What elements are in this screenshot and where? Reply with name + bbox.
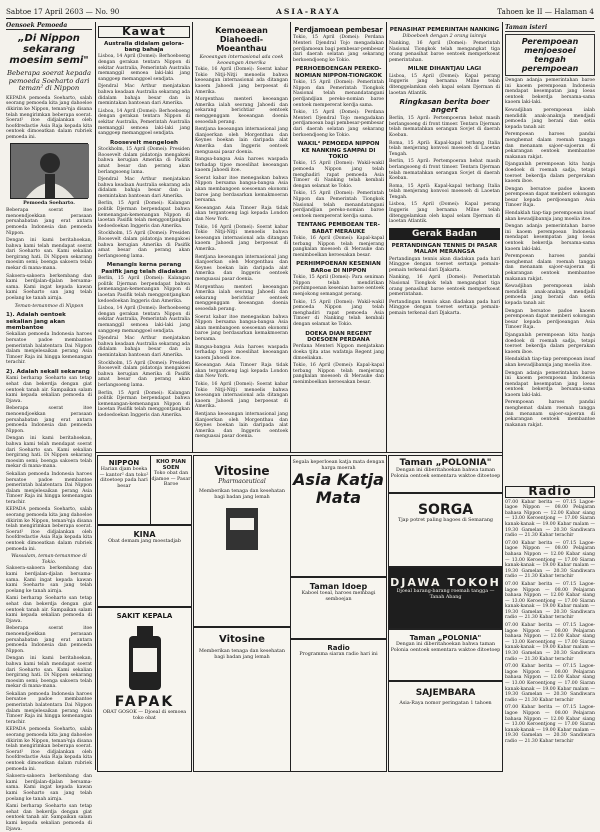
column-rule bbox=[386, 22, 387, 452]
body-text: Sakoera-sakoera berkembang dan kami berdjalan-djalan bersama-sama. Kami ingat kepada kawan kami Soeharto san jang telah poelang ke tanah airnja. bbox=[6, 273, 92, 302]
body-text: Dengan adanja pemerintahan baroe ini kaoem perempoean Indonesia mendapat kesempatan jang loeas oentoek bekerdja bersama-sama kaoem laki-laki. bbox=[505, 370, 595, 398]
ad-taman-polonia-2 bbox=[388, 629, 503, 681]
body-text: Perempoean haroes pandai menghemat dalam roemah tangga dan menanam sajoer-sajoeran di pekarangan oentoek membantoe makanan rakjat. bbox=[505, 400, 595, 428]
body-text: Tokio, 16 April (Domei): Soerat kabar Tokio Nitji-Nitji menoelis bahwa keoeangan internasional ada ditangan kaoem Jahoedi jang berpoesat di Amerika. bbox=[195, 224, 288, 252]
body-text: Kami berharap Soeharto san tetap sehat dan bekerdja dengan giat oentoek tanah air. Sampaikan salam kami kepada sekalian pemoeda di Djawa. bbox=[6, 804, 92, 832]
ad-brand: FAPAK bbox=[114, 694, 175, 710]
ad-kina bbox=[97, 525, 192, 607]
body-text: Tokio, 15 April (Domei): Perdana Menteri Djendral Tojo mengadakan perdjamoean bagi pembesar-pembesar dari daerah selatan jang sekarang berkoendjoeng ke Tokio. bbox=[293, 110, 384, 138]
body-text: Djendral Mac Arthur menjatakan bahwa keadaan Australia sekarang ada didalam bahaja besar dan ia memintakan bantoean dari Amerika. bbox=[98, 177, 190, 199]
body-text: Tokio, 16 April (Domei): Kapal-kapal terbang Nippon telah menjerang pangkalan moesoeh di Merauke dan menimboelkan keroesakan besar. bbox=[293, 236, 384, 258]
body-text: Dengan bersatoe padoe kaoem perempoean dapat memberi sokongan besar kepada perdjoeangan Asia Timoer Raja. bbox=[505, 308, 595, 331]
ad-title: KHO PIAN SOEN bbox=[156, 459, 186, 471]
body-text: Stockholm, 15 April (Domei): Presiden Roosevelt dalam pidatonja mengakoei bahwa kerugian Amerika di Pasifik amat besar dan perang akan berlangsoeng lama. bbox=[98, 231, 190, 259]
subhead: PERHOEBOENGAN PEREKO-NOMIAN NIPPON-TIONGKOK bbox=[294, 66, 383, 79]
ad-djawa bbox=[388, 567, 503, 629]
body-text: Tokio, 15 April (Domei): Pemerintah Nippon dan Pemerintah Tiongkok Nasional telah menandatangani perdjandjian pereko-nomian baroe oentoek mempererat kerdja sama. bbox=[293, 191, 384, 219]
body-text: Dengan adanja pemerintahan baroe ini kaoem perempoean Indonesia mendapat kesempatan jang loeas oentoek bekerdja bersama-sama kaoem laki-laki. bbox=[505, 78, 595, 106]
article-pemoeda bbox=[6, 22, 92, 832]
body-text: Sekalian pemoeda Indonesia haroes bersatoe padoe membantoe pemerintah balatentara Dai Nippon dalam menjelesaikan perang Asia Timoer Raja ini hingga kemenangan terachir. bbox=[6, 471, 92, 505]
body-text: Dengan adanja pemerintahan baroe ini kaoem perempoean Indonesia mendapat kesempatan jang loeas oentoek bekerdja bersama-sama kaoem laki-laki. bbox=[505, 224, 595, 252]
column-rule bbox=[95, 22, 96, 770]
portrait-photo bbox=[10, 143, 88, 199]
ad-text: Kaboel toeal, haroes membagi semboejan bbox=[301, 591, 376, 602]
ad-text: Djoeal barang-barang roemah tangga — Tanah Abang bbox=[396, 589, 495, 600]
body-text: Tokio, 16 April (Domei): Soerat kabar Tokio Nitji-Nitji menoelis bahwa keoeangan internasional ada ditangan kaoem Jahoedi jang berpoesat di Amerika. bbox=[195, 382, 288, 410]
ad-title: Vitosine bbox=[219, 634, 265, 645]
ad-kho bbox=[150, 455, 192, 525]
subhead: Roosevelt mengeloeh bbox=[109, 139, 179, 146]
body-text: Djendral Mac Arthur menjatakan bahwa keadaan Australia sekarang ada didalam bahaja besar dan ia memintakan bantoean dari Amerika. bbox=[98, 336, 190, 358]
ad-text: Tjap potret paling bagoes di Semarang bbox=[398, 518, 493, 523]
ad-nippon bbox=[97, 455, 151, 525]
headline: „Di Nippon sekarang moesim semi" bbox=[9, 33, 89, 66]
subhead: Menangis kerna perang Pasifik jang telah diadakan bbox=[101, 262, 187, 275]
body-text: KEPADA pemoeda Soeharto, salah seorang pemoeda kita jang dahoeloe dikirim ke Nippon, teman²nja disana telah mengirimkan beberapa soerat. Soerat² itoe didjalankan oleh hoofdredactie Asia Raja kepada kita oentoek dimoeatkan dalam rubriek pemoeda ini. bbox=[6, 95, 92, 140]
body-text: Kami berharap Soeharto san tetap sehat dan bekerdja dengan giat oentoek tanah air. Sampaikan salam kami kepada sekalian pemoeda di Djawa. bbox=[6, 376, 92, 404]
ad-taman-idoep bbox=[290, 577, 387, 639]
body-text: Keoeangan Asia Timoer Raja tidak akan tergantoeng lagi kepada London dan New York. bbox=[195, 363, 288, 380]
issue-page: Tahoen ke II — Halaman 4 bbox=[497, 6, 594, 16]
body-text: Beberapa soerat itoe menoendjoekkan perasaan persahabatan jang erat antara pemoeda Indonesia dan pemoeda Nippon. bbox=[6, 406, 92, 434]
body-text: Morgenthau menteri keoeangan Amerika ialah seorang Jahoedi dan sekarang berichtiar oentoek menggenggam keoeangan doenia sesoedah perang. bbox=[195, 97, 288, 125]
column-rule bbox=[192, 22, 193, 452]
radio-list: 07.00 Kabar berita — 07.15 Lagoe-lagoe Nippon — 08.00 Pelajaran bahasa Nippon — 12.00 Kabar siang — 13.00 Keroentjong — 17.00 Siaran kanak-kanak — 19.00 Kabar malam — 19.30 Gamelan — 20.30 Sandiwara radio — 21.30 Kabar terachir bbox=[505, 499, 595, 539]
radio-list: 07.00 Kabar berita — 07.15 Lagoe-lagoe Nippon — 08.00 Pelajaran bahasa Nippon — 12.00 Kabar siang — 13.00 Keroentjong — 17.00 Siaran kanak-kanak — 19.00 Kabar malam — 19.30 Gamelan — 20.30 Sandiwara radio — 21.30 Kabar terachir bbox=[505, 623, 595, 662]
ad-title: Vitosine bbox=[214, 464, 270, 478]
signature: Teman-temanmoe di Nippon bbox=[14, 303, 84, 309]
subhead: Ringkasan berita boer angert bbox=[399, 97, 490, 115]
ad-text: Segala keperloean katja mata dengan harga moerah bbox=[292, 460, 385, 471]
body-text: Dengan bersatoe padoe kaoem perempoean dapat memberi sokongan besar kepada perdjoeangan Asia Timoer Raja. bbox=[505, 186, 595, 209]
subhead: Perdjamoean pembesar bbox=[294, 26, 383, 34]
ad-sajembara bbox=[388, 681, 503, 772]
ad-title: Taman „POLONIA" bbox=[409, 634, 482, 642]
body-text: Roma, 15 April: Kapal-kapal terbang Italia telah menjerang konvooi moesoeh di Laoetan Tengah. bbox=[389, 183, 500, 200]
article-taman-isteri bbox=[505, 24, 595, 480]
subhead: PERTANDINGAN TENNIS DI PASAR MALAM MERANGSA bbox=[391, 242, 498, 256]
subhead: Australia didalam gelora-bang bahaja bbox=[104, 40, 184, 53]
closing: Wassalam, teman-temanmoe di Tokio. bbox=[11, 554, 87, 565]
radio-list: 07.00 Kabar berita — 07.15 Lagoe-lagoe Nippon — 08.00 Pelajaran bahasa Nippon — 12.00 Kabar siang — 13.00 Keroentjong — 17.00 Siaran kanak-kanak — 19.00 Kabar malam — 19.30 Gamelan — 20.30 Sandiwara radio — 21.30 Kabar terachir bbox=[505, 581, 595, 621]
ad-text: OBAT GOSOK — Djoeal di semoea toko obat bbox=[102, 710, 187, 721]
body-text: Lisboa, 15 April (Domei): Kapal perang Inggeris jang bernama Milne telah ditenggelamkan oleh kapal selam Djerman di laoetan Atlantik. bbox=[389, 202, 500, 225]
body-text: Tokio, 16 April (Domei): Soerat kabar Tokio Nitji-Nitji menoelis bahwa keoeangan internasional ada ditangan kaoem Jahoedi jang berpoesat di Amerika. bbox=[195, 67, 288, 95]
body-text: KEPADA pemoeda Soeharto, salah seorang pemoeda kita jang dahoeloe dikirim ke Nippon, teman²nja disana telah mengirimkan beberapa soerat. Soerat² itoe didjalankan oleh hoofdredactie Asia Raja kepada kita oentoek dimoeatkan dalam rubriek pemoeda ini. bbox=[6, 727, 92, 772]
body-text: Perempoean haroes pandai menghemat dalam roemah tangga dan menanam sajoer-sajoeran di pekarangan oentoek membantoe makanan rakjat. bbox=[505, 254, 595, 282]
radio-list: 07.00 Kabar berita — 07.15 Lagoe-lagoe Nippon — 08.00 Pelajaran bahasa Nippon — 12.00 Kabar siang — 13.00 Keroentjong — 17.00 Siaran kanak-kanak — 19.00 Kabar malam — 19.30 Gamelan — 20.30 Sandiwara radio — 21.30 Kabar terachir bbox=[505, 664, 595, 703]
body-text: Sekalian pemoeda Indonesia haroes bersatoe padoe membantoe pemerintah balatentara Dai Nippon dalam menjelesaikan perang Asia Timoer Raja ini hingga kemenangan terachir. bbox=[6, 332, 92, 366]
section-kicker: Taman isteri bbox=[505, 24, 595, 32]
body-text: Nanking, 16 April (Domei): Pemerintah Nasional Tiongkok telah mengangkat tiga orang penasihat baroe oentoek memperkoeat pemerintahan. bbox=[389, 275, 500, 298]
body-text: Kewadjiban perempoean ialah mendidik anak-anaknja mendjadi pemoeda jang berani dan setia kepada tanah air. bbox=[505, 107, 595, 130]
ad-title: Taman „POLONIA" bbox=[399, 458, 492, 468]
body-text: Rentjana keoeangan internasional jang dianjoerkan oleh Morgenthau dan Keynes boekan lain daripada alat Amerika dan Inggeris oentoek menguasai pasar doenia. bbox=[195, 254, 288, 282]
body-text: Stockholm, 15 April (Domei): Presiden Roosevelt dalam pidatonja mengakoei bahwa kerugian Amerika di Pasifik amat besar dan perang akan berlangsoeng lama. bbox=[98, 360, 190, 388]
body-text: Soerat kabar itoe menegaskan bahwa Nippon bersama bangsa-bangsa Asia akan membangoen soesoenan ekonomi baroe jang berdasarkan kemakmoeran bersama. bbox=[195, 314, 288, 342]
ad-sorga bbox=[388, 493, 503, 567]
article-news-briefs bbox=[293, 24, 384, 450]
body-text: Sekalian pemoeda Indonesia haroes bersatoe padoe membantoe pemerintah balatentara Dai Nippon dalam menjelesaikan perang Asia Timoer Raja ini hingga kemenangan terachir. bbox=[6, 691, 92, 725]
subhead: TENTANG PEMBOEAN TER-BABAT MERAUKE bbox=[297, 222, 380, 235]
body-text: Hendaklah tiap-tiap perempoean insaf akan kewadjibannja jang moelia itoe. bbox=[505, 211, 595, 222]
ad-vitosine bbox=[193, 455, 291, 627]
ad-fapak bbox=[97, 607, 192, 772]
body-text: Djanganlah perempoean kita hanja doedoek di roemah sadja, tetapi toeroet bekerdja dalam pergerakan kaoem iboe. bbox=[505, 332, 595, 355]
body-text: Djendral Mac Arthur menjatakan bahwa keadaan Australia sekarang ada didalam bahaja besar dan ia memintakan bantoean dari Amerika. bbox=[98, 84, 190, 107]
section-rule bbox=[96, 452, 502, 453]
bottle-icon bbox=[115, 622, 175, 692]
article-jahoedi bbox=[195, 24, 288, 450]
subhead: PERHIMPOENAN KESENIAN BARoe DI NIPPON bbox=[296, 261, 381, 274]
gerak-badan-banner: Gerak Badan bbox=[389, 228, 500, 240]
body-text: Kewadjiban perempoean ialah mendidik anak-anaknja mendjadi pemoeda jang berani dan setia kepada tanah air. bbox=[505, 284, 595, 306]
headline: Kemoeaean Diahoedi-Moeanthau bbox=[215, 26, 268, 53]
article-column5 bbox=[389, 24, 500, 450]
ad-text: Memberikan tenaga dan kesehatan bagi badan jang lemah bbox=[198, 489, 285, 500]
section-kicker: Oensoek Pemoeda bbox=[6, 22, 92, 30]
body-text: Rentjana keoeangan internasional jang dianjoerkan oleh Morgenthau dan Keynes boekan lain daripada alat Amerika dan Inggeris oentoek menguasai pasar doenia. bbox=[195, 127, 288, 155]
ad-text: Toko obat dan djamoe — Pasar Baroe bbox=[151, 471, 191, 488]
body-text: Dengan ini kami beritahoekan, bahwa kami telah mendapat soerat dari Soeharto san. Kami sekalian bergirang hati. Di Nippon sekarang moesim semi; boenga sakoera telah mekar di mana-mana. bbox=[6, 436, 92, 470]
body-text: Lisboa, 14 April (Domei): Berhoeboeng dengan gerakan tentara Nippon di sekitar Australia, Pemerintah Australia memanggil semoea laki-laki jang sanggoep memanggoel sendjata. bbox=[98, 54, 190, 82]
body-text: Pertandingan tennis akan diadakan pada hari Minggoe dengan toeroet sertanja pemain-pemain terkenal dari Djakarta. bbox=[389, 299, 500, 316]
photo-caption: Pemoeda Soeharto. bbox=[23, 199, 75, 206]
body-text: Lisboa, 15 April (Domei): Kapal perang Inggeris jang bernama Milne telah ditenggelamkan oleh kapal selam Djerman di laoetan Atlantik. bbox=[389, 73, 500, 96]
body-text: Bangsa-bangsa Asia haroes waspada terhadap tipoe moeslihat keoeangan kaoem Jahoedi itoe. bbox=[195, 344, 288, 361]
body-text: Tokio, 15 April (Domei): Pemerintah Nippon dan Pemerintah Tiongkok Nasional telah menandatangani perdjandjian pereko-nomian baroe oentoek mempererat kerdja sama. bbox=[293, 80, 384, 108]
body-text: Djanganlah perempoean kita hanja doedoek di roemah sadja, tetapi toeroet bekerdja dalam pergerakan kaoem iboe. bbox=[505, 162, 595, 185]
body-text: Hendaklah tiap-tiap perempoean insaf akan kewadjibannja jang moelia itoe. bbox=[505, 357, 595, 368]
ad-text: Obat demam jang moestadjab bbox=[108, 539, 181, 544]
ad-subtitle: Pharmaceutical bbox=[218, 478, 266, 485]
body-text: Beberapa soerat itoe menoendjoekkan perasaan persahabatan jang erat antara pemoeda Indonesia dan pemoeda Nippon. bbox=[6, 626, 92, 654]
ad-title: KINA bbox=[133, 530, 156, 539]
ad-title: SAKIT KEPALA bbox=[116, 612, 173, 620]
issue-date: Sabtoe 17 April 2603 — No. 90 bbox=[6, 6, 120, 16]
ad-text: Dengan ini diberitahoekan bahwa taman Polonia oentoek sementara waktoe ditoetoep bbox=[390, 468, 501, 479]
ad-radio-service bbox=[290, 639, 387, 772]
body-text: Perempoean haroes pandai menghemat dalam roemah tangga dan menanam sajoer-sajoeran di pekarangan oentoek membantoe makanan rakjat. bbox=[505, 132, 595, 160]
body-text: Perdana Menteri Nippon menjatakan doeka tjita atas wafatnja Regent jang dimoeliakan. bbox=[293, 344, 384, 361]
radio-title: Radio bbox=[505, 486, 595, 498]
body-text: Berlin, 15 April (Domei): Kalangan politik Djerman berpendapat bahwa kemenangan-kemenangan Nippon di laoetan Pasifik telah menggontjangkan kedoedoekan Inggeris dan Amerika. bbox=[98, 390, 190, 418]
body-text: Keoeangan Asia Timoer Raja tidak akan tergantoeng lagi kepada London dan New York. bbox=[195, 205, 288, 223]
subhead: Diboeboeh dengan 2 orang lainnja bbox=[402, 34, 487, 40]
ad-text: Dengan ini diberitahoekan bahwa taman Polonia oentoek sementara waktoe ditoetoep bbox=[390, 642, 501, 653]
ad-vitosine-2 bbox=[193, 627, 291, 772]
body-text: Sakoera-sakoera berkembang dan kami berdjalan-djalan bersama-sama. Kami ingat kepada kawan kami Soeharto san jang telah poelang ke tanah airnja. bbox=[6, 566, 92, 594]
body-text: Lisboa, 14 April (Domei): Berhoeboeng dengan gerakan tentara Nippon di sekitar Australia, Pemerintah Australia memanggil semoea laki-laki jang sanggoep memanggoel sendjata. bbox=[98, 108, 190, 137]
ad-text: Asia-Raya nomor peringatan 1 tahoen bbox=[399, 701, 492, 706]
subhead: DOEKA DIAN REGENT DOESOEN PERDANA bbox=[305, 330, 372, 344]
masthead bbox=[6, 4, 594, 19]
ad-taman-polonia bbox=[388, 455, 503, 493]
deck: Beberapa soerat kepada pemoeda Soeharto dari teman² di Nippon bbox=[7, 69, 91, 93]
ad-title: Asia Katja Mata bbox=[293, 470, 384, 508]
body-text: KEPADA pemoeda Soeharto, salah seorang pemoeda kita jang dahoeloe dikirim ke Nippon, teman²nja disana telah mengirimkan beberapa soerat. Soerat² itoe didjalankan oleh hoofdredactie Asia Raja kepada kita oentoek dimoeatkan dalam rubriek pemoeda ini. bbox=[6, 507, 92, 552]
newspaper-title: ASIA-RAYA bbox=[276, 6, 341, 16]
ad-text: Programma siaran radio hari ini bbox=[299, 652, 378, 657]
ad-text: Memberikan tenaga dan kesehatan bagi badan jang lemah bbox=[198, 649, 285, 660]
subhead: Keoeangan internasional ada coek keoeangan Amerika bbox=[199, 55, 284, 66]
body-text: Soerat kabar itoe menegaskan bahwa Nippon bersama bangsa-bangsa Asia akan membangoen soesoenan ekonomi baroe jang berdasarkan kemakmoeran bersama. bbox=[195, 175, 288, 204]
ad-asia-katja-mata bbox=[290, 455, 387, 577]
subhead: MILNE DIHANTJAU LAGI bbox=[407, 66, 482, 73]
body-text: Berlin, 15 April (Domei): Kalangan politik Djerman berpendapat bahwa kemenangan-kemenangan Nippon di laoetan Pasifik telah menggontjangkan kedoedoekan Inggeris dan Amerika. bbox=[98, 276, 190, 304]
article-kawat bbox=[98, 24, 190, 450]
body-text: Tokio, 16 April (Domei): Kapal-kapal terbang Nippon telah menjerang pangkalan moesoeh di Merauke dan menimboelkan keroesakan besar. bbox=[293, 363, 384, 385]
subhead: PENASIHAT PEMERINTAH NANKING bbox=[389, 27, 500, 33]
ad-title: SAJEMBARA bbox=[415, 688, 476, 698]
medicine-box-icon bbox=[222, 504, 262, 554]
ad-title: SORGA bbox=[417, 502, 474, 518]
body-text: Berlin, 15 April: Pertempoeran hebat masih berlangsoeng di front timoer. Tentara Djerman telah mematahkan serangan Sovjet di daerah Koeban. bbox=[389, 116, 500, 138]
body-text: Roma, 15 April: Kapal-kapal terbang Italia telah menjerang konvooi moesoeh di Laoetan Tengah. bbox=[389, 140, 500, 157]
radio-schedule bbox=[505, 484, 595, 770]
body-text: Pertandingan tennis akan diadakan pada hari Minggoe dengan toeroet sertanja pemain-pemain terkenal dari Djakarta. bbox=[389, 256, 500, 273]
ad-title: DJAWA TOKOH bbox=[390, 576, 501, 589]
body-text: Tokio, 15 April (Domei): Para seniman Nippon telah mendirikan perhimpoenan kesenian baroe oentoek menjokong semangat perang. bbox=[293, 275, 384, 298]
body-text: Sakoera-sakoera berkembang dan kami berdjalan-djalan bersama-sama. Kami ingat kepada kawan kami Soeharto san jang telah poelang ke tanah airnja. bbox=[6, 774, 92, 802]
column-rule bbox=[290, 22, 291, 452]
body-text: Morgenthau menteri keoeangan Amerika ialah seorang Jahoedi dan sekarang berichtiar oentoek menggenggam keoeangan doenia sesoedah perang. bbox=[195, 284, 288, 312]
ad-title: Taman Idoep bbox=[309, 582, 368, 591]
section-title: Kawat bbox=[98, 26, 190, 38]
headline: Perempoean menjoesoei tengah perempoean bbox=[505, 34, 595, 76]
body-text: Tokio, 15 April (Domei): Wakil-wakil pemoeda Nippon jang telah menghadiri rapat pemoeda Asia Timoer di Nanking telah kembali dengan selamat ke Tokio. bbox=[293, 299, 384, 328]
radio-list: 07.00 Kabar berita — 07.15 Lagoe-lagoe Nippon — 08.00 Pelajaran bahasa Nippon — 12.00 Kabar siang — 13.00 Keroentjong — 17.00 Siaran kanak-kanak — 19.00 Kabar malam — 19.30 Gamelan — 20.30 Sandiwara radio — 21.30 Kabar terachir bbox=[505, 540, 595, 580]
ad-title: NIPPON bbox=[108, 459, 140, 467]
body-text: Nanking, 16 April (Domei): Pemerintah Nasional Tiongkok telah mengangkat tiga orang penasihat baroe oentoek memperkoeat pemerintahan. bbox=[389, 41, 500, 63]
body-text: Bangsa-bangsa Asia haroes waspada terhadap tipoe moeslihat keoeangan kaoem Jahoedi itoe. bbox=[195, 157, 288, 174]
body-text: Dengan ini kami beritahoekan, bahwa kami telah mendapat soerat dari Soeharto san. Kami sekalian bergirang hati. Di Nippon sekarang moesim semi; boenga sakoera telah mekar di mana-mana. bbox=[6, 656, 92, 690]
person-portrait-icon bbox=[11, 144, 89, 198]
body-text: Dengan ini kami beritahoekan, bahwa kami telah mendapat soerat dari Soeharto san. Kami sekalian bergirang hati. Di Nippon sekarang moesim semi; boenga sakoera telah mekar di mana-mana. bbox=[6, 238, 92, 272]
body-text: Rentjana keoeangan internasional jang dianjoerkan oleh Morgenthau dan Keynes boekan lain daripada alat Amerika dan Inggeris oentoek menguasai pasar doenia. bbox=[195, 412, 288, 440]
body-text: Beberapa soerat itoe menoendjoekkan perasaan persahabatan jang erat antara pemoeda Indonesia dan pemoeda Nippon. bbox=[6, 208, 92, 236]
body-text: Stockholm, 15 April (Domei): Presiden Roosevelt dalam pidatonja mengakoei bahwa kerugian Amerika di Pasifik amat besar dan perang akan berlangsoeng lama. bbox=[98, 147, 190, 175]
body-text: Kami berharap Soeharto san tetap sehat dan bekerdja dengan giat oentoek tanah air. Sampaikan salam kami kepada sekalian pemoeda di Djawa. bbox=[6, 596, 92, 624]
body-text: Berlin, 15 April (Domei): Kalangan politik Djerman berpendapat bahwa kemenangan-kemenangan Nippon di laoetan Pasifik telah menggontjangkan kedoedoekan Inggeris dan Amerika. bbox=[98, 201, 190, 229]
subhead: 1). Adalah oentoek sekalian jang akan membantoe bbox=[6, 312, 66, 332]
body-text: Tokio, 15 April (Domei): Wakil-wakil pemoeda Nippon jang telah menghadiri rapat pemoeda Asia Timoer di Nanking telah kembali dengan selamat ke Tokio. bbox=[293, 161, 384, 189]
radio-list: 07.00 Kabar berita — 07.15 Lagoe-lagoe Nippon — 08.00 Pelajaran bahasa Nippon — 12.00 Kabar siang — 13.00 Keroentjong — 17.00 Siaran kanak-kanak — 19.00 Kabar malam — 19.30 Gamelan — 20.30 Sandiwara radio — 21.30 Kabar terachir bbox=[505, 705, 595, 744]
body-text: Berlin, 15 April: Pertempoeran hebat masih berlangsoeng di front timoer. Tentara Djerman telah mematahkan serangan Sovjet di daerah Koeban. bbox=[389, 159, 500, 182]
ad-text: Harian djam boeka — kantor² dan toko² ditoetoep pada hari besar bbox=[99, 467, 149, 489]
subhead: 2). Adalah sekali sekarang bbox=[6, 369, 90, 375]
subhead: WAKIL² PEMOEDA NIPPON KE NANKING SAMPAI DI TOKIO bbox=[297, 141, 380, 160]
body-text: Lisboa, 14 April (Domei): Berhoeboeng dengan gerakan tentara Nippon di sekitar Australia, Pemerintah Australia memanggil semoea laki-laki jang sanggoep memanggoel sendjata. bbox=[98, 306, 190, 334]
body-text: Tokio, 15 April (Domei): Perdana Menteri Djendral Tojo mengadakan perdjamoean bagi pembesar-pembesar dari daerah selatan jang sekarang berkoendjoeng ke Tokio. bbox=[293, 35, 384, 63]
ad-title: Radio bbox=[327, 644, 350, 652]
